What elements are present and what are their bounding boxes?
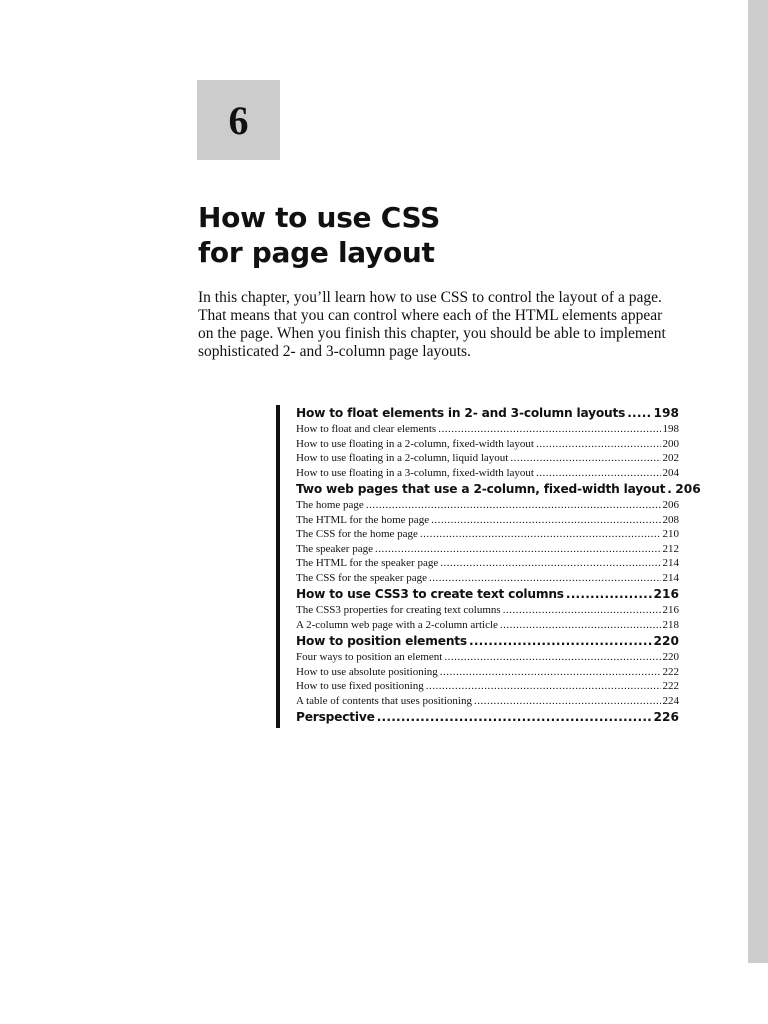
chapter-number: 6 <box>228 97 249 143</box>
toc-entry-label: How to use absolute positioning <box>296 665 438 678</box>
toc-leader-dots <box>440 556 660 571</box>
toc-section-page: 226 <box>653 710 679 724</box>
toc-section-heading <box>296 480 701 498</box>
toc-entry <box>296 513 679 528</box>
scrollbar[interactable] <box>748 0 768 963</box>
chapter-title-line-1: How to use CSS <box>198 201 440 234</box>
chapter-title <box>198 200 440 270</box>
toc-leader-dots <box>420 527 661 542</box>
toc-entry <box>296 542 679 557</box>
toc-section-page: 220 <box>653 634 679 648</box>
toc-section-label: How to float elements in 2- and 3-column layouts <box>296 406 626 420</box>
toc-entry-label: Four ways to position an element <box>296 651 443 663</box>
toc-leader-dots <box>438 422 660 437</box>
toc-leader-dots <box>431 513 660 528</box>
toc-section-page: 216 <box>653 587 679 601</box>
toc-entry-page: 216 <box>662 604 679 616</box>
toc-entry-label: How to use floating in a 3-column, fixed-width layout <box>296 466 534 479</box>
toc-section-label: How to use CSS3 to create text columns <box>296 587 564 601</box>
toc-entry <box>296 466 679 481</box>
toc-leader-dots <box>440 665 661 680</box>
toc-entry-page: 214 <box>662 571 679 584</box>
toc-entry <box>296 618 679 633</box>
toc-entry-label: How to float and clear elements <box>296 423 437 435</box>
toc-leader-dots <box>627 404 651 422</box>
toc-entry <box>296 422 679 437</box>
toc-entry <box>296 437 679 452</box>
toc-leader-dots <box>667 480 673 498</box>
toc-entry-page: 220 <box>662 651 679 663</box>
toc-entry <box>296 556 679 571</box>
toc-leader-dots <box>444 650 660 665</box>
toc-entry-page: 206 <box>662 499 679 511</box>
chapter-number-box <box>197 80 280 160</box>
toc-entry-page: 214 <box>662 557 679 569</box>
toc-leader-dots <box>366 498 661 513</box>
toc-entry-label: The HTML for the home page <box>296 513 430 526</box>
toc-entry <box>296 679 679 694</box>
toc-leader-dots <box>536 466 661 481</box>
toc-entry-page: 212 <box>662 542 679 555</box>
toc-section-label: Perspective <box>296 710 375 724</box>
chapter-title-line-2: for page layout <box>198 236 435 269</box>
toc-entry-label: A table of contents that uses positioning <box>296 694 472 707</box>
toc-leader-dots <box>510 451 660 466</box>
toc-leader-dots <box>474 694 661 709</box>
toc-entry-page: 224 <box>662 694 679 707</box>
toc-entry-label: The HTML for the speaker page <box>296 557 439 569</box>
toc-entry-page: 198 <box>662 423 679 435</box>
toc-vertical-rule <box>276 405 280 728</box>
toc-entry <box>296 498 679 513</box>
toc-entry-label: How to use fixed positioning <box>296 680 424 692</box>
toc-entry-label: The CSS for the home page <box>296 528 418 540</box>
toc-entry-label: The speaker page <box>296 542 373 555</box>
toc-entry-page: 202 <box>662 452 679 464</box>
toc-leader-dots <box>503 603 661 618</box>
toc-entry-label: The CSS for the speaker page <box>296 571 428 584</box>
toc-entry <box>296 571 679 586</box>
toc-section-heading <box>296 404 679 422</box>
toc-entry <box>296 603 679 618</box>
toc-entry-page: 200 <box>662 437 679 450</box>
toc-leader-dots <box>469 632 652 650</box>
toc-entry <box>296 527 679 542</box>
toc-entry <box>296 694 679 709</box>
toc-entry <box>296 451 679 466</box>
chapter-intro: In this chapter, you’ll learn how to use CSS to control the layout of a page. That means that you can control where each of the HTML elements appear on the page. When you finish this chapter, you should be able to implement sophisticated 2- and 3-column page layouts. <box>198 289 666 360</box>
toc-leader-dots <box>377 708 652 726</box>
toc-leader-dots <box>426 679 661 694</box>
toc-section-label: How to position elements <box>296 634 467 648</box>
toc-leader-dots <box>375 542 661 557</box>
toc-leader-dots <box>536 437 661 452</box>
toc-section-heading <box>296 708 679 726</box>
toc-entry-page: 204 <box>662 466 679 479</box>
toc-entry <box>296 665 679 680</box>
toc-entry-label: The CSS3 properties for creating text columns <box>296 604 501 616</box>
toc-entry-page: 210 <box>662 528 679 540</box>
toc-entry-page: 208 <box>662 513 679 526</box>
toc-section-label: Two web pages that use a 2-column, fixed-width layout <box>296 482 666 496</box>
toc-entry-page: 222 <box>662 665 679 678</box>
toc-section-page: 198 <box>653 406 679 420</box>
toc-entry <box>296 650 679 665</box>
toc-leader-dots <box>566 585 652 603</box>
toc-leader-dots <box>500 618 661 633</box>
toc-entry-label: How to use floating in a 2-column, liquid layout <box>296 452 509 464</box>
toc-entry-label: The home page <box>296 499 364 511</box>
toc-entry-label: A 2-column web page with a 2-column article <box>296 618 498 631</box>
toc-leader-dots <box>429 571 660 586</box>
toc-section-heading <box>296 585 679 603</box>
table-of-contents <box>296 404 701 726</box>
toc-entry-page: 218 <box>662 618 679 631</box>
toc-section-page: 206 <box>675 482 701 496</box>
toc-section-heading <box>296 632 679 650</box>
toc-entry-label: How to use floating in a 2-column, fixed-width layout <box>296 437 534 450</box>
toc-entry-page: 222 <box>662 680 679 692</box>
